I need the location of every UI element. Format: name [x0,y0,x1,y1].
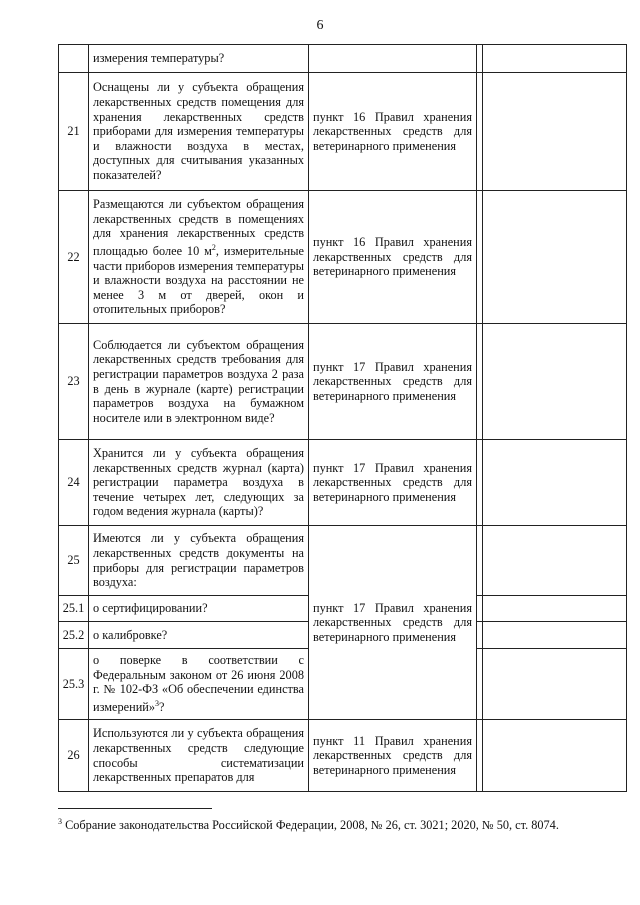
footnote-text: Собрание законодательства Российской Федерации, 2008, № 26, ст. 3021; 2020, № 50, ст. 8074. [65,818,559,833]
row-number: 25 [59,526,89,596]
row-number: 24 [59,440,89,526]
question-cell: о калибровке? [89,622,309,649]
reference-cell [309,45,477,73]
empty-cell [483,622,627,649]
question-cell: измерения температуры? [89,45,309,73]
row-number: 26 [59,720,89,792]
footnote-divider [58,808,212,809]
table-row [59,720,627,792]
page-number: 6 [316,18,324,33]
question-cell: Имеются ли у субъекта обращения лекарственных средств документы на приборы для регистрации параметров воздуха: [89,526,309,596]
empty-cell [483,45,627,73]
empty-cell [483,526,627,596]
empty-cell [483,440,627,526]
question-text-a: о поверке в соответствии с Федеральным законом от 26 июня 2008 г. № 102-ФЗ «Об обеспечении единства измерений» [93,653,304,715]
question-cell: Хранится ли у субъекта обращения лекарственных средств журнал (карта) регистрации параметра воздуха в течение четырех лет, следующих за годом ведения журнала (карты)? [89,440,309,526]
question-text-a: Размещаются ли субъектом обращения лекарственных средств в помещениях для хранения лекарственных средств площадью более 10 м [93,197,304,258]
footnote [58,815,628,832]
empty-cell [483,324,627,440]
question-cell: Оснащены ли у субъекта обращения лекарственных средств помещения для хранения лекарственных средств приборами для измерения температуры и влажности воздуха в местах, доступных для считывания указанных показателей? [89,73,309,191]
table-row [59,73,627,191]
row-number: 23 [59,324,89,440]
empty-cell [483,720,627,792]
question-cell: о сертифицировании? [89,596,309,622]
empty-cell [483,73,627,191]
superscript: 3 [155,699,160,709]
table-row [59,45,627,73]
table-row [59,191,627,324]
table-row [59,526,627,596]
question-cell [89,649,309,720]
footnote-marker: 3 [58,817,62,826]
question-text-b: , измерительные части приборов измерения температуры и влажности воздуха на расстоянии не менее 3 м от дверей, окон и отопительных приборов? [93,243,304,317]
row-number: 25.2 [59,622,89,649]
row-number: 25.3 [59,649,89,720]
reference-cell: пункт 16 Правил хранения лекарственных средств для ветеринарного применения [309,73,477,191]
reference-cell: пункт 17 Правил хранения лекарственных средств для ветеринарного применения [309,440,477,526]
reference-cell: пункт 16 Правил хранения лекарственных средств для ветеринарного применения [309,191,477,324]
question-text-b: ? [159,700,165,715]
question-cell: Соблюдается ли субъектом обращения лекарственных средств требования для регистрации параметров воздуха 2 раза в день в журнале (карте) регистрации параметров воздуха на бумажном носителе или в электронном виде? [89,324,309,440]
row-number: 25.1 [59,596,89,622]
reference-cell: пункт 17 Правил хранения лекарственных средств для ветеринарного применения [309,526,477,720]
row-number: 22 [59,191,89,324]
table-row [59,440,627,526]
question-cell [89,191,309,324]
reference-cell: пункт 17 Правил хранения лекарственных средств для ветеринарного применения [309,324,477,440]
table-row [59,324,627,440]
superscript: 2 [211,242,216,252]
checklist-table [58,44,627,792]
empty-cell [483,649,627,720]
empty-cell [483,191,627,324]
question-cell: Используются ли у субъекта обращения лекарственных средств следующие способы систематизации лекарственных препаратов для [89,720,309,792]
row-number: 21 [59,73,89,191]
empty-cell [483,596,627,622]
reference-cell: пункт 11 Правил хранения лекарственных средств для ветеринарного применения [309,720,477,792]
row-number [59,45,89,73]
